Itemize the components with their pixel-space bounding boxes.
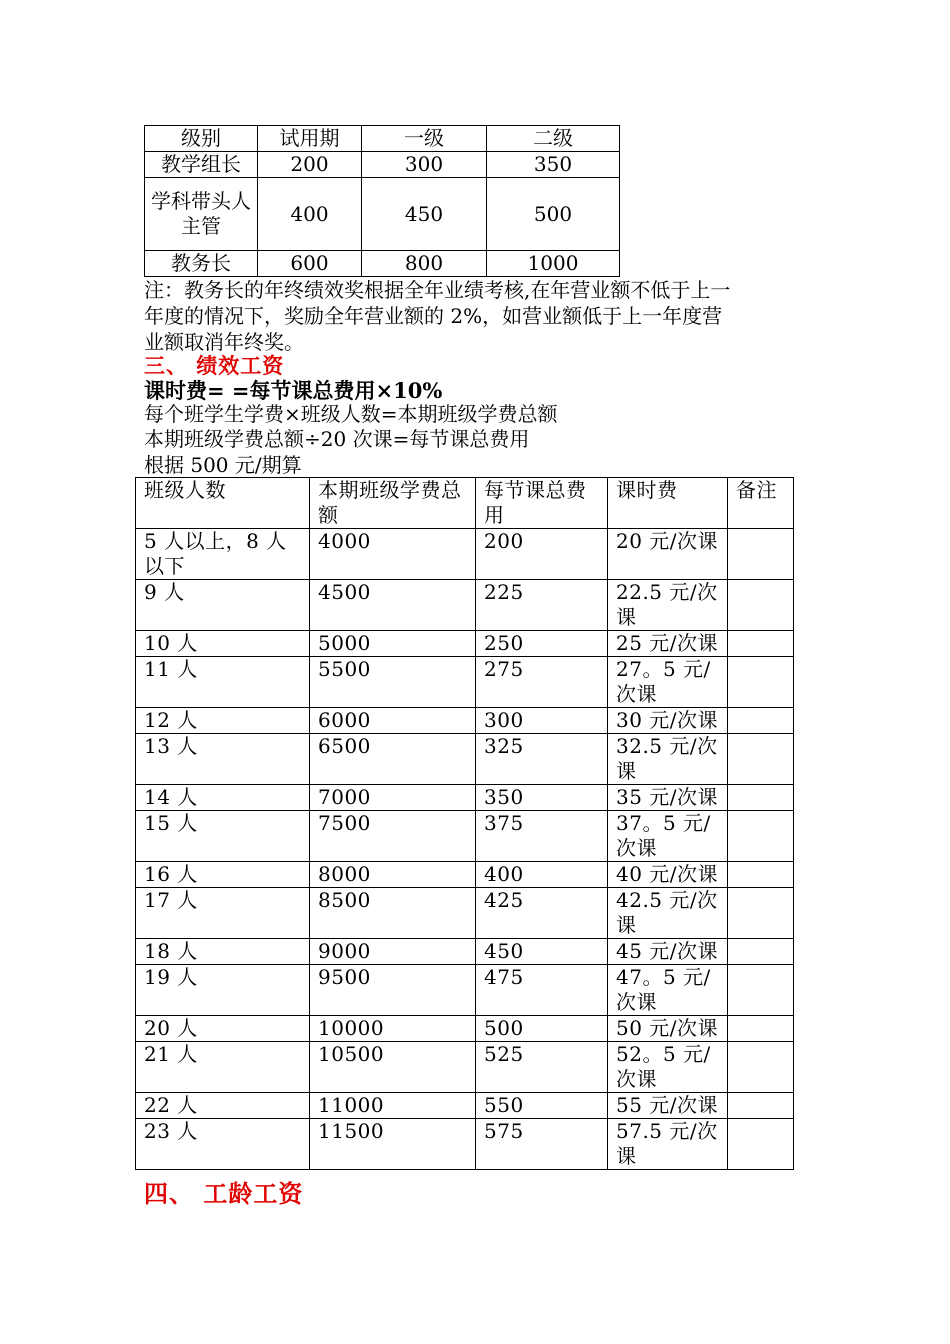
table-cell xyxy=(728,529,794,580)
table-cell: 教务长 xyxy=(145,251,258,277)
section-heading: 四、 工龄工资 xyxy=(144,1179,304,1208)
header-cell: 本期班级学费总额 xyxy=(310,478,476,529)
table-cell: 52。5 元/次课 xyxy=(608,1042,728,1093)
table-cell: 300 xyxy=(476,708,608,734)
table-row xyxy=(136,888,794,939)
formula-line: 课时费= =每节课总费用×10% xyxy=(144,378,443,403)
table-row xyxy=(145,152,620,178)
header-cell: 备注 xyxy=(728,478,794,529)
table-cell: 550 xyxy=(476,1093,608,1119)
header-cell: 课时费 xyxy=(608,478,728,529)
header-cell: 试用期 xyxy=(258,126,362,152)
table-cell xyxy=(728,1042,794,1093)
table-cell: 17 人 xyxy=(136,888,310,939)
table-header-row xyxy=(145,126,620,152)
table-cell: 10 人 xyxy=(136,631,310,657)
table-row xyxy=(136,657,794,708)
table-cell: 525 xyxy=(476,1042,608,1093)
table-cell: 5 人以上，8 人以下 xyxy=(136,529,310,580)
text-line: 根据 500 元/期算 xyxy=(144,453,302,477)
text-line: 每个班学生学费×班级人数=本期班级学费总额 xyxy=(144,402,558,426)
table-cell: 27。5 元/次课 xyxy=(608,657,728,708)
table-cell: 7000 xyxy=(310,785,476,811)
table-cell: 37。5 元/次课 xyxy=(608,811,728,862)
table-row xyxy=(136,708,794,734)
table-cell: 57.5 元/次课 xyxy=(608,1119,728,1170)
table-row xyxy=(136,1016,794,1042)
table-cell: 10000 xyxy=(310,1016,476,1042)
table-cell: 800 xyxy=(362,251,487,277)
table-row xyxy=(136,1093,794,1119)
table-row xyxy=(145,251,620,277)
table-cell: 40 元/次课 xyxy=(608,862,728,888)
table-cell: 10500 xyxy=(310,1042,476,1093)
table-cell: 5500 xyxy=(310,657,476,708)
table-cell: 5000 xyxy=(310,631,476,657)
table-row xyxy=(145,178,620,251)
table-cell: 350 xyxy=(476,785,608,811)
table-cell: 22 人 xyxy=(136,1093,310,1119)
table-cell: 9 人 xyxy=(136,580,310,631)
table-cell: 25 元/次课 xyxy=(608,631,728,657)
table-cell xyxy=(728,1119,794,1170)
table-cell xyxy=(728,965,794,1016)
table-row xyxy=(136,939,794,965)
table-cell: 9500 xyxy=(310,965,476,1016)
table-cell: 225 xyxy=(476,580,608,631)
table-row xyxy=(136,811,794,862)
table-cell xyxy=(728,1093,794,1119)
table-cell: 47。5 元/次课 xyxy=(608,965,728,1016)
table-cell: 教学组长 xyxy=(145,152,258,178)
table-cell: 200 xyxy=(258,152,362,178)
table-row xyxy=(136,862,794,888)
table-cell: 6000 xyxy=(310,708,476,734)
header-cell: 班级人数 xyxy=(136,478,310,529)
table-cell: 学科带头人 主管 xyxy=(145,178,258,251)
table-cell: 325 xyxy=(476,734,608,785)
table-cell: 11000 xyxy=(310,1093,476,1119)
table-header-row xyxy=(136,478,794,529)
grade-salary-table xyxy=(144,125,620,277)
table-cell: 400 xyxy=(258,178,362,251)
table-cell: 7500 xyxy=(310,811,476,862)
table-row xyxy=(136,631,794,657)
table-cell: 475 xyxy=(476,965,608,1016)
header-cell: 每节课总费用 xyxy=(476,478,608,529)
table-cell xyxy=(728,811,794,862)
table-cell xyxy=(728,1016,794,1042)
table-row xyxy=(136,734,794,785)
table-cell: 6500 xyxy=(310,734,476,785)
note-paragraph xyxy=(144,277,814,355)
table-cell: 30 元/次课 xyxy=(608,708,728,734)
table-cell: 32.5 元/次课 xyxy=(608,734,728,785)
table-cell: 250 xyxy=(476,631,608,657)
header-cell: 级别 xyxy=(145,126,258,152)
table-cell: 8000 xyxy=(310,862,476,888)
table-cell: 50 元/次课 xyxy=(608,1016,728,1042)
section-heading: 三、 绩效工资 xyxy=(144,353,285,378)
table-cell xyxy=(728,785,794,811)
note-line: 业额取消年终奖。 xyxy=(144,330,304,354)
table-cell: 4000 xyxy=(310,529,476,580)
table-cell: 4500 xyxy=(310,580,476,631)
table-cell: 9000 xyxy=(310,939,476,965)
table-cell: 35 元/次课 xyxy=(608,785,728,811)
table-cell: 19 人 xyxy=(136,965,310,1016)
class-fee-table xyxy=(135,477,794,1170)
table-row xyxy=(136,965,794,1016)
table-cell xyxy=(728,631,794,657)
table-cell xyxy=(728,734,794,785)
table-cell: 45 元/次课 xyxy=(608,939,728,965)
table-cell: 500 xyxy=(476,1016,608,1042)
table-cell: 11500 xyxy=(310,1119,476,1170)
header-cell: 一级 xyxy=(362,126,487,152)
table-cell: 42.5 元/次课 xyxy=(608,888,728,939)
header-cell: 二级 xyxy=(487,126,620,152)
table-cell: 400 xyxy=(476,862,608,888)
table-cell: 21 人 xyxy=(136,1042,310,1093)
table-cell xyxy=(728,657,794,708)
table-cell xyxy=(728,708,794,734)
table-cell: 1000 xyxy=(487,251,620,277)
note-line: 注：教务长的年终绩效奖根据全年业绩考核,在年营业额不低于上一 xyxy=(144,278,731,302)
table-cell: 14 人 xyxy=(136,785,310,811)
table-row xyxy=(136,785,794,811)
table-cell: 275 xyxy=(476,657,608,708)
table-row xyxy=(136,529,794,580)
table-cell: 450 xyxy=(476,939,608,965)
table-cell xyxy=(728,580,794,631)
table-cell: 600 xyxy=(258,251,362,277)
table-cell: 18 人 xyxy=(136,939,310,965)
table-cell: 12 人 xyxy=(136,708,310,734)
table-cell: 300 xyxy=(362,152,487,178)
table-cell: 575 xyxy=(476,1119,608,1170)
table-cell: 8500 xyxy=(310,888,476,939)
table-cell: 13 人 xyxy=(136,734,310,785)
table-cell: 23 人 xyxy=(136,1119,310,1170)
note-line: 年度的情况下，奖励全年营业额的 2%，如营业额低于上一年度营 xyxy=(144,304,723,328)
table-cell xyxy=(728,862,794,888)
table-cell: 20 元/次课 xyxy=(608,529,728,580)
text-line: 本期班级学费总额÷20 次课=每节课总费用 xyxy=(144,427,530,451)
table-cell: 11 人 xyxy=(136,657,310,708)
table-cell: 20 人 xyxy=(136,1016,310,1042)
table-row xyxy=(136,1119,794,1170)
table-cell: 350 xyxy=(487,152,620,178)
table-cell: 55 元/次课 xyxy=(608,1093,728,1119)
table-row xyxy=(136,1042,794,1093)
table-cell: 425 xyxy=(476,888,608,939)
table-cell: 16 人 xyxy=(136,862,310,888)
table-cell: 22.5 元/次课 xyxy=(608,580,728,631)
table-cell xyxy=(728,939,794,965)
table-cell: 500 xyxy=(487,178,620,251)
table-cell: 375 xyxy=(476,811,608,862)
table-cell: 450 xyxy=(362,178,487,251)
table-row xyxy=(136,580,794,631)
table-cell: 15 人 xyxy=(136,811,310,862)
table-cell: 200 xyxy=(476,529,608,580)
table-cell xyxy=(728,888,794,939)
